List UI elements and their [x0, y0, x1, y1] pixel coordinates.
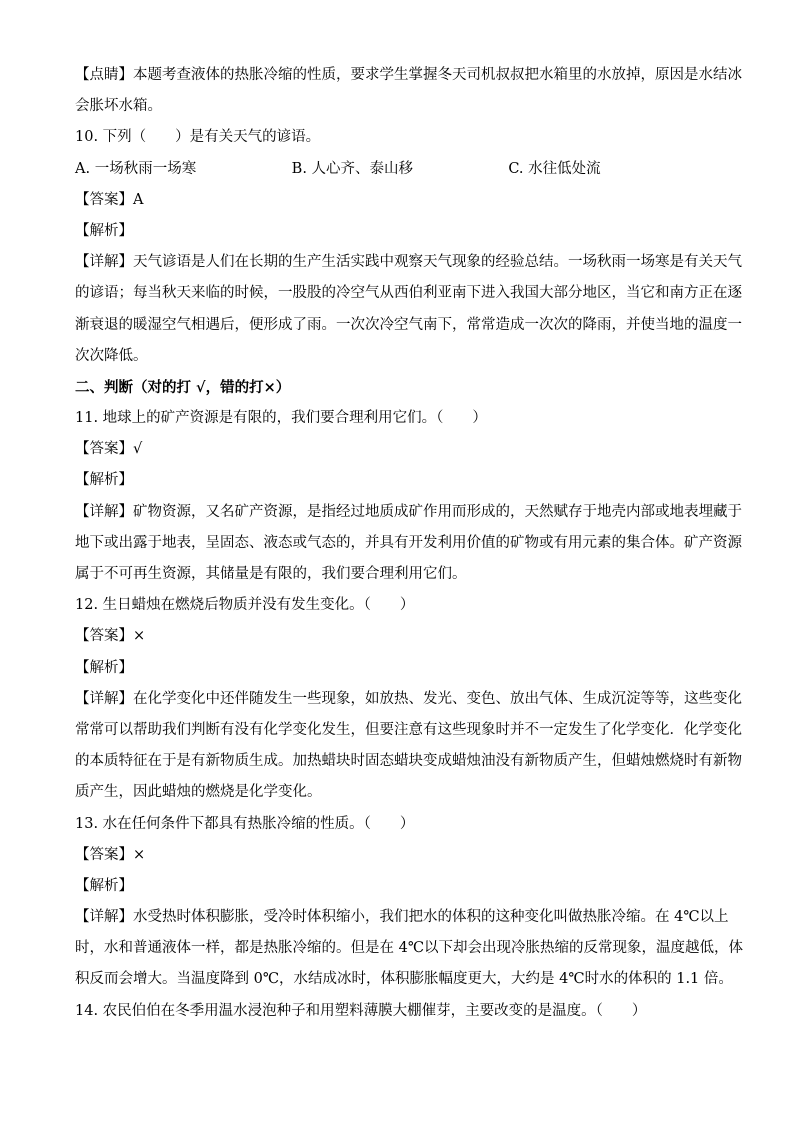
q10-detail-line-3: 渐衰退的暖湿空气相遇后，便形成了雨。一次次冷空气南下，常常造成一次次的降雨，并使当地的温度一	[75, 316, 742, 333]
q11-stem: 11. 地球上的矿产资源是有限的，我们要合理利用它们。（ ）	[75, 410, 487, 427]
q10-options	[75, 154, 725, 185]
q13-detail-line-3: 积反而会增大。当温度降到 0℃，水结成冰时，体积膨胀幅度更大，大约是 4℃时水的体积的 1.1 倍。	[75, 971, 733, 988]
q11-detail-line-1: 【详解】矿物资源，又名矿产资源，是指经过地质成矿作用而形成的，天然赋存于地壳内部或地表埋藏于	[75, 503, 742, 520]
q10-detail-line-2: 的谚语；每当秋天来临的时候，一股股的冷空气从西伯利亚南下进入我国大部分地区，当它和南方正在逐	[75, 285, 742, 302]
q10-analysis: 【解析】	[75, 222, 133, 239]
q11-answer: 【答案】√	[75, 441, 143, 458]
q10-detail-line-4: 次次降低。	[75, 347, 148, 364]
q10-option-c: C. 水往低处流	[508, 160, 601, 177]
q11-detail-line-3: 属于不可再生资源，其储量是有限的，我们要合理利用它们。	[75, 566, 467, 582]
q10-detail-line-1: 【详解】天气谚语是人们在长期的生产生活实践中观察天气现象的经验总结。一场秋雨一场寒是有关天气	[75, 254, 742, 271]
exam-page	[75, 60, 744, 1027]
q14-stem: 14. 农民伯伯在冬季用温水浸泡种子和用塑料薄膜大棚催芽，主要改变的是温度。（ ）	[75, 1002, 647, 1019]
q9-dianjing-line-2: 会胀坏水箱。	[75, 98, 162, 115]
q9-dianjing-line-1: 【点睛】本题考查液体的热胀冷缩的性质，要求学生掌握冬天司机叔叔把水箱里的水放掉，原因是水结冰	[75, 67, 742, 83]
q13-detail-line-2: 时，水和普通液体一样，都是热胀冷缩的。但是在 4℃以下却会出现冷胀热缩的反常现象，温度越低，体	[75, 940, 744, 957]
q12-detail-line-4: 质产生，因此蜡烛的燃烧是化学变化。	[75, 784, 322, 801]
q12-detail-line-2: 常常可以帮助我们判断有没有化学变化发生，但要注意有这些现象时并不一定发生了化学变化．化学变化	[75, 721, 742, 738]
q11-detail-line-2: 地下或出露于地表，呈固态、液态或气态的，并具有开发利用价值的矿物或有用元素的集合体。矿产资源	[75, 534, 742, 551]
q12-analysis: 【解析】	[75, 659, 133, 676]
q13-analysis: 【解析】	[75, 877, 133, 894]
q11-analysis: 【解析】	[75, 472, 133, 489]
q13-answer: 【答案】×	[75, 846, 146, 863]
q10-option-a: A. 一场秋雨一场寒	[75, 160, 197, 177]
q12-answer: 【答案】×	[75, 628, 146, 645]
q12-detail-line-3: 的本质特征在于是有新物质生成。加热蜡块时固态蜡块变成蜡烛油没有新物质产生，但蜡烛燃烧时有新物	[75, 753, 742, 770]
section-2-heading: 二、判断（对的打 √，错的打×）	[75, 378, 291, 396]
q10-option-b: B. 人心齐、泰山移	[291, 160, 414, 177]
q10-stem: 10. 下列（ ）是有关天气的谚语。	[75, 129, 321, 146]
q12-stem: 12. 生日蜡烛在燃烧后物质并没有发生变化。（ ）	[75, 597, 415, 614]
q13-stem: 13. 水在任何条件下都具有热胀冷缩的性质。（ ）	[75, 815, 415, 832]
q10-answer: 【答案】A	[75, 191, 144, 208]
q13-detail-line-1: 【详解】水受热时体积膨胀，受冷时体积缩小，我们把水的体积的这种变化叫做热胀冷缩。在 4℃以上	[75, 909, 729, 926]
q12-detail-line-1: 【详解】在化学变化中还伴随发生一些现象，如放热、发光、变色、放出气体、生成沉淀等等，这些变化	[75, 690, 742, 707]
